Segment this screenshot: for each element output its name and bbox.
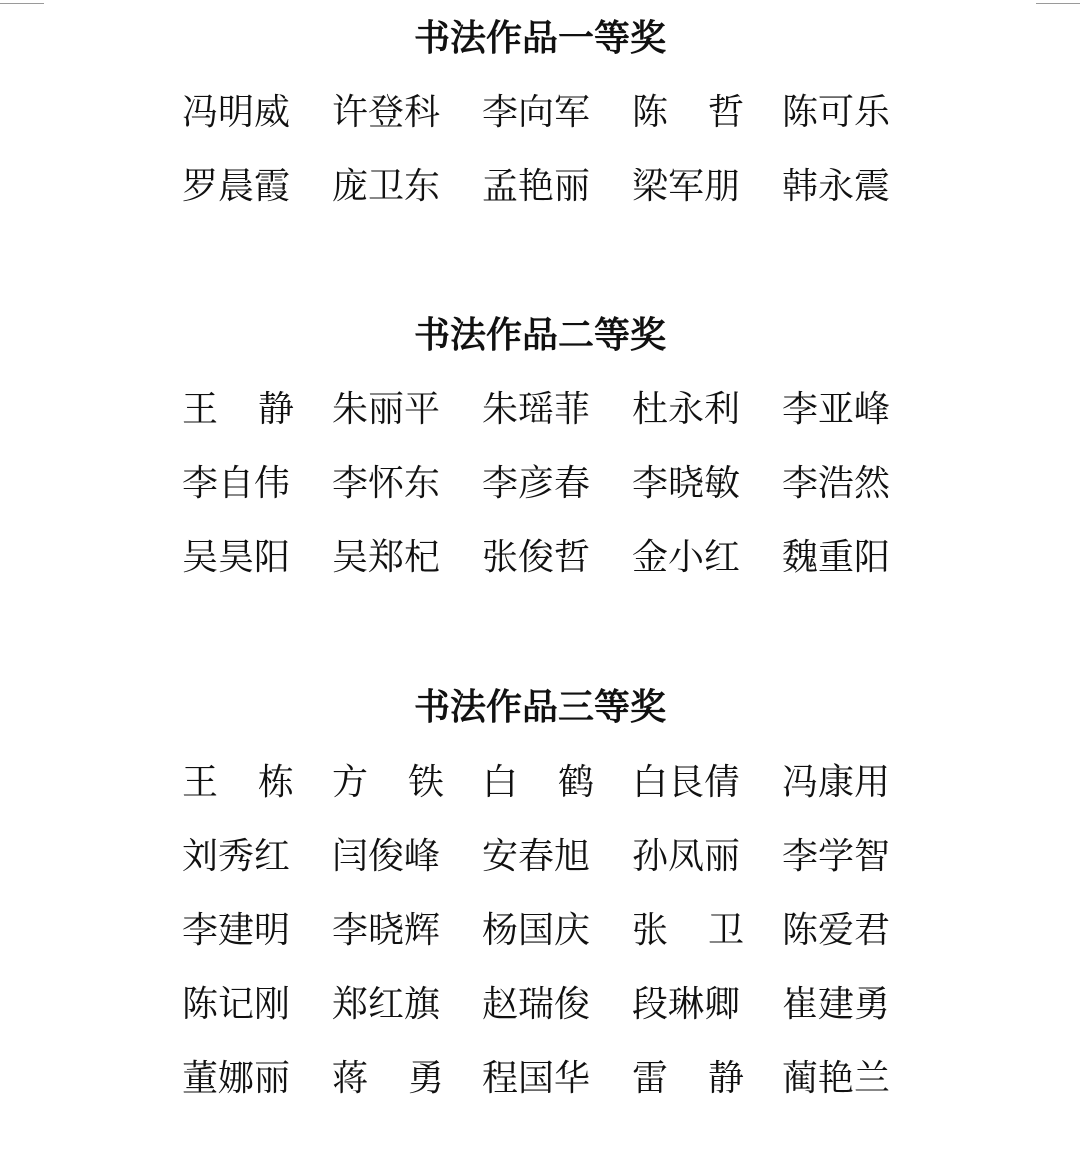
winner-name: 庞卫东	[332, 166, 441, 207]
winner-name: 金小红	[632, 537, 741, 578]
winner-name: 陈爱君	[782, 910, 891, 951]
winner-name: 冯康用	[782, 762, 891, 803]
winner-name: 陈 哲	[632, 92, 744, 133]
first-prize-names	[182, 91, 894, 209]
winner-name: 闫俊峰	[332, 836, 441, 877]
winner-name: 王 栋	[182, 762, 294, 803]
winner-name: 吴郑杞	[332, 537, 441, 578]
winner-name: 罗晨霞	[182, 166, 291, 207]
winner-name: 董娜丽	[182, 1058, 291, 1099]
page-corner-mark-right	[1036, 0, 1080, 4]
winner-name: 刘秀红	[182, 836, 291, 877]
winner-name: 方 铁	[332, 762, 444, 803]
winner-name: 朱瑶菲	[482, 389, 591, 430]
winner-name: 孟艳丽	[482, 166, 591, 207]
winner-name: 张 卫	[632, 910, 744, 951]
winner-name: 冯明威	[182, 92, 291, 133]
winner-name: 白艮倩	[632, 762, 741, 803]
winner-name: 陈记刚	[182, 984, 291, 1025]
winner-name: 赵瑞俊	[482, 984, 591, 1025]
section-title-third-prize: 书法作品三等奖	[413, 687, 666, 728]
winner-name: 程国华	[482, 1058, 591, 1099]
winner-name: 李晓敏	[632, 463, 741, 504]
winner-name: 李彦春	[482, 463, 591, 504]
winner-name: 蔺艳兰	[782, 1058, 891, 1099]
winner-name: 李学智	[782, 836, 891, 877]
winner-name: 李晓辉	[332, 910, 441, 951]
winner-name: 李怀东	[332, 463, 441, 504]
winner-name: 李向军	[482, 92, 591, 133]
section-title-first-prize: 书法作品一等奖	[413, 18, 666, 59]
second-prize-names	[182, 388, 894, 580]
winner-name: 吴昊阳	[182, 537, 291, 578]
winner-name: 陈可乐	[782, 92, 891, 133]
winner-name: 安春旭	[482, 836, 591, 877]
winner-name: 韩永震	[782, 166, 891, 207]
winner-name: 段琳卿	[632, 984, 741, 1025]
winner-name: 李建明	[182, 910, 291, 951]
winner-name: 蒋 勇	[332, 1058, 444, 1099]
winner-name: 朱丽平	[332, 389, 441, 430]
winner-name: 张俊哲	[482, 537, 591, 578]
winner-name: 梁军朋	[632, 166, 741, 207]
third-prize-names	[182, 761, 894, 1101]
page-corner-mark-left	[0, 0, 44, 4]
winner-name: 魏重阳	[782, 537, 891, 578]
winner-name: 崔建勇	[782, 984, 891, 1025]
winner-name: 李亚峰	[782, 389, 891, 430]
winner-name: 白 鹤	[482, 762, 594, 803]
winner-name: 郑红旗	[332, 984, 441, 1025]
winner-name: 李浩然	[782, 463, 891, 504]
winner-name: 杜永利	[632, 389, 741, 430]
winner-name: 许登科	[332, 92, 441, 133]
section-title-second-prize: 书法作品二等奖	[413, 315, 666, 356]
winner-name: 王 静	[182, 389, 294, 430]
winner-name: 杨国庆	[482, 910, 591, 951]
winner-name: 雷 静	[632, 1058, 744, 1099]
winner-name: 孙凤丽	[632, 836, 741, 877]
winner-name: 李自伟	[182, 463, 291, 504]
